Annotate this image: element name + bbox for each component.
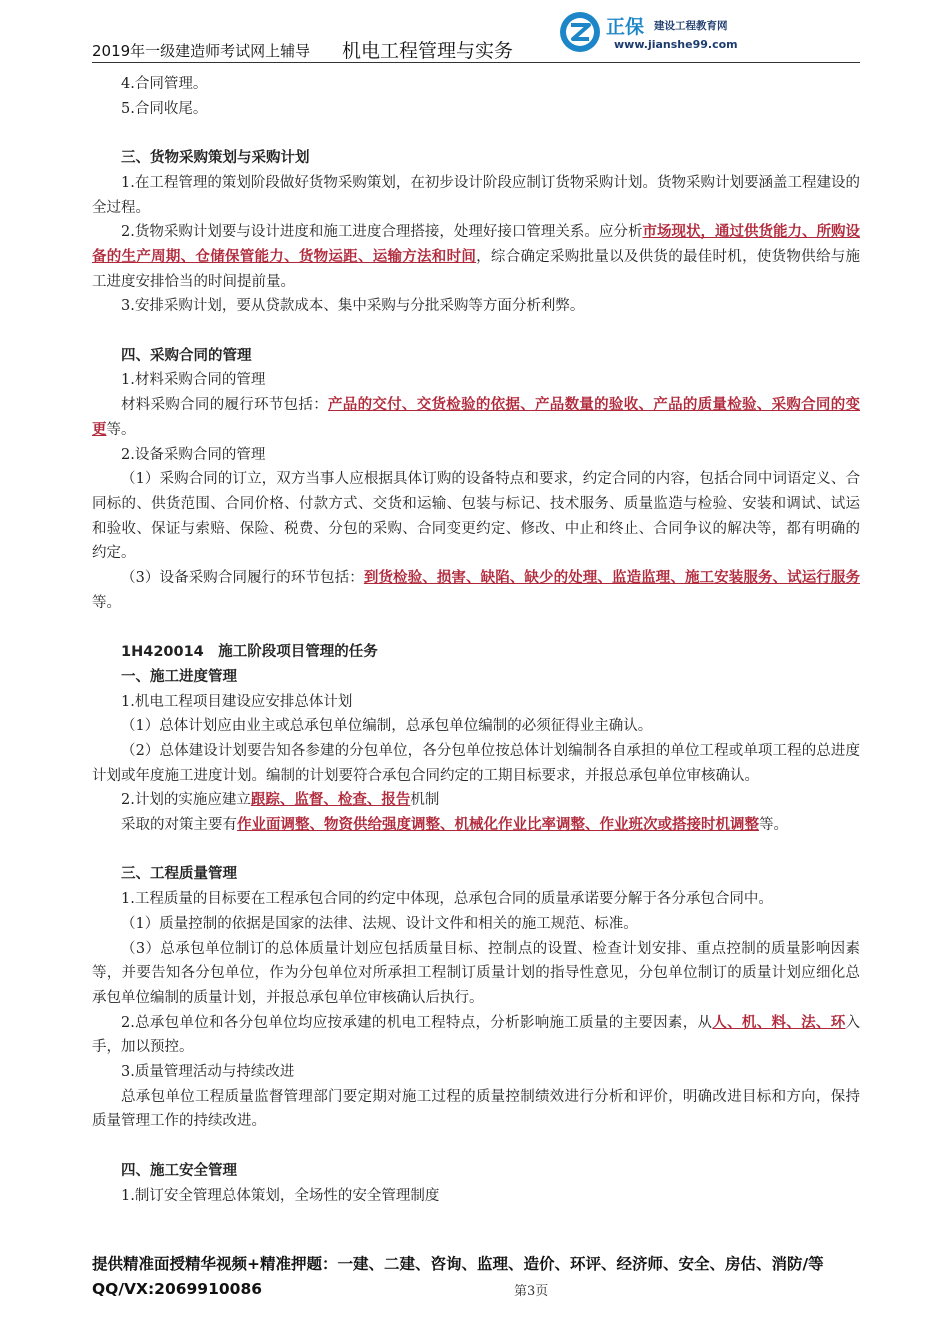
logo-swirl-icon bbox=[558, 10, 602, 54]
section-heading: 三、工程质量管理 bbox=[121, 866, 237, 883]
paragraph: 1.工程质量的目标要在工程承包合同的约定中体现，总承包合同的质量承诺要分解于各分承包合同中。 bbox=[121, 891, 773, 908]
logo-url[interactable]: www.jianshe99.com bbox=[614, 38, 738, 51]
paragraph: 2.设备采购合同的管理 bbox=[121, 446, 266, 463]
highlight-text: 市场现状，通过供货能力、所购设备的生产周期、仓储保管能力、货物运距、运输方法和时间 bbox=[92, 223, 860, 265]
paragraph: 3.安排采购计划，要从贷款成本、集中采购与分批采购等方面分析利弊。 bbox=[121, 298, 585, 315]
document-body bbox=[92, 72, 860, 1208]
paragraph: （1）采购合同的订立，双方当事人应根据具体订购的设备特点和要求，约定合同的内容，包括合同中词语定义、合同标的、供货范围、合同价格、付款方式、交货和运输、包装与标记、技术服务、质量监造与检验、安装和调试、试运和验收、保证与索赔、保险、税费、分包的采购、合同变更约定、修改、中止和终止、合同争议的解决等，都有明确的约定。 bbox=[92, 471, 860, 562]
section-code-heading: 1H420014 施工阶段项目管理的任务 bbox=[121, 644, 378, 661]
section-heading: 一、施工进度管理 bbox=[121, 668, 237, 685]
paragraph bbox=[92, 788, 860, 813]
paragraph: 1.在工程管理的策划阶段做好货物采购策划，在初步设计阶段应制订货物采购计划。货物采购计划要涵盖工程建设的全过程。 bbox=[92, 174, 860, 216]
logo-brand: 正保 bbox=[606, 16, 645, 38]
text-run: 等。 bbox=[106, 421, 136, 438]
page-header bbox=[92, 0, 860, 63]
page-footer bbox=[92, 1252, 860, 1299]
page-number: 第3页 bbox=[514, 1284, 549, 1299]
paragraph: 1.制订安全管理总体策划，全场性的安全管理制度 bbox=[121, 1187, 440, 1204]
text-run: 材料采购合同的履行环节包括： bbox=[121, 397, 328, 414]
paragraph: 4.合同管理。 bbox=[121, 76, 208, 92]
footer-promo: 提供精准面授精华视频+精准押题：一建、二建、咨询、监理、造价、环评、经济师、安全、房估、消防/等 bbox=[92, 1255, 824, 1273]
paragraph: 1.机电工程项目建设应安排总体计划 bbox=[121, 693, 353, 710]
text-run: 2.货物采购计划要与设计进度和施工进度合理搭接，处理好接口管理关系。应分析 bbox=[121, 224, 643, 241]
highlight-text: 到货检验、损害、缺陷、缺少的处理、监造监理、施工安装服务、试运行服务 bbox=[363, 569, 861, 587]
text-run: 2.计划的实施应建立 bbox=[121, 792, 251, 809]
text-run: 入手，加以预控。 bbox=[92, 1014, 860, 1056]
section-heading: 四、施工安全管理 bbox=[121, 1162, 237, 1179]
section-heading: 三、货物采购策划与采购计划 bbox=[121, 150, 310, 167]
paragraph: （1）总体计划应由业主或总承包单位编制，总承包单位编制的必须征得业主确认。 bbox=[121, 718, 653, 735]
brand-logo[interactable] bbox=[558, 6, 738, 54]
text-run: （3）设备采购合同履行的环节包括： bbox=[121, 570, 364, 587]
highlight-text: 作业面调整、物资供给强度调整、机械化作业比率调整、作业班次或搭接时机调整 bbox=[237, 816, 759, 834]
text-run: 采取的对策主要有 bbox=[121, 817, 237, 834]
footer-contact: QQ/VX:2069910086 bbox=[92, 1280, 263, 1298]
text-run: ，综合确定采购批量以及供货的最佳时机，使货物供给与施工进度安排恰当的时间提前量。 bbox=[92, 248, 861, 290]
paragraph bbox=[92, 813, 860, 838]
text-run: 机制 bbox=[410, 792, 440, 809]
header-subject: 机电工程管理与实务 bbox=[342, 40, 514, 62]
paragraph: 1.材料采购合同的管理 bbox=[121, 372, 266, 389]
paragraph: （3）总承包单位制订的总体质量计划应包括质量目标、控制点的设置、检查计划安排、重点控制的质量影响因素等，并要告知各分包单位，作为分包单位对所承担工程制订质量计划的指导性意见，分包单位制订的质量计划应细化总承包单位编制的质量计划，并报总承包单位审核确认后执行。 bbox=[92, 940, 860, 1006]
paragraph bbox=[92, 393, 860, 442]
text-run: 2.总承包单位和各分包单位均应按承建的机电工程特点，分析影响施工质量的主要因素，从 bbox=[121, 1014, 713, 1031]
paragraph: 3.质量管理活动与持续改进 bbox=[121, 1064, 295, 1081]
text-run: 等。 bbox=[92, 594, 121, 611]
paragraph: （2）总体建设计划要告知各参建的分包单位，各分包单位按总体计划编制各自承担的单位工程或单项工程的总进度计划或年度施工进度计划。编制的计划要符合承包合同约定的工期目标要求，并报总承包单位审核确认。 bbox=[92, 742, 860, 784]
header-course: 2019年一级建造师考试网上辅导 bbox=[92, 42, 311, 60]
highlight-text: 人、机、料、法、环 bbox=[712, 1013, 846, 1031]
paragraph: 5.合同收尾。 bbox=[121, 100, 208, 117]
text-run: 等。 bbox=[759, 817, 788, 834]
highlight-text: 产品的交付、交货检验的依据、产品数量的验收、产品的质量检验、采购合同的变更 bbox=[92, 396, 860, 438]
paragraph bbox=[92, 1011, 860, 1060]
logo-subtitle: 建设工程教育网 bbox=[654, 20, 728, 32]
paragraph: 总承包单位工程质量监督管理部门要定期对施工过程的质量控制绩效进行分析和评价，明确改进目标和方向，保持质量管理工作的持续改进。 bbox=[92, 1088, 860, 1130]
section-heading: 四、采购合同的管理 bbox=[121, 347, 252, 364]
paragraph bbox=[92, 566, 860, 615]
paragraph: （1）质量控制的依据是国家的法律、法规、设计文件和相关的施工规范、标准。 bbox=[121, 915, 638, 932]
paragraph bbox=[92, 220, 860, 294]
highlight-text: 跟踪、监督、检查、报告 bbox=[250, 791, 411, 809]
